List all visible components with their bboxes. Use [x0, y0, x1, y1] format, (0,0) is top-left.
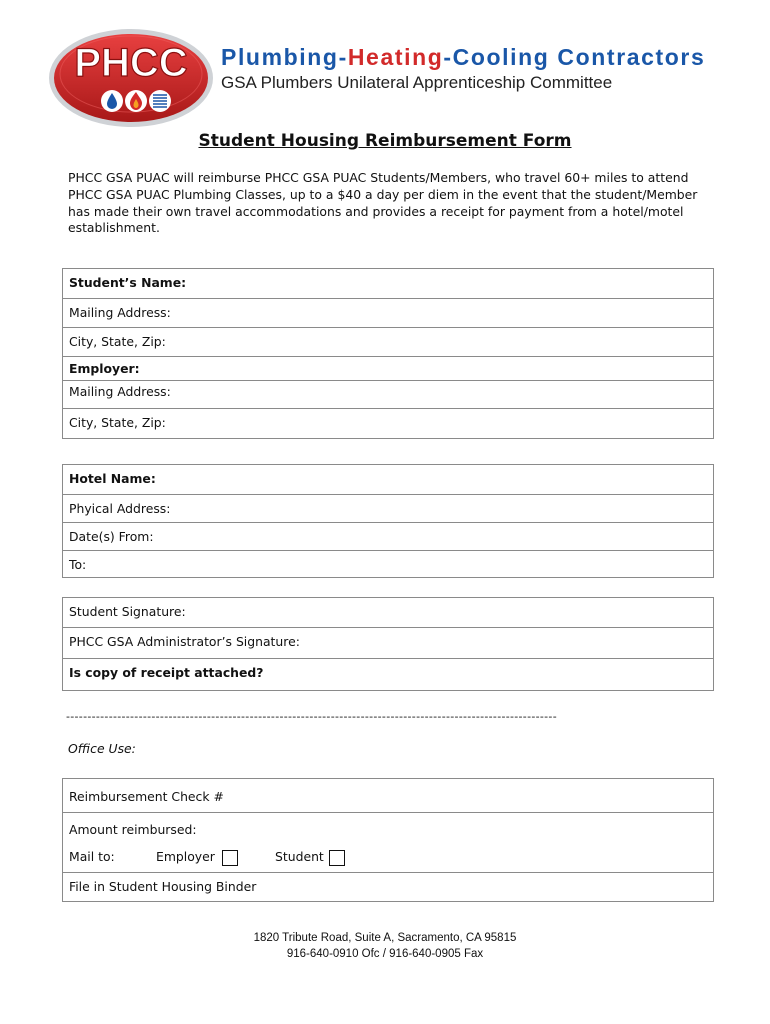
physical-address-label: Phyical Address: — [69, 501, 171, 516]
file-in-binder-label: File in Student Housing Binder — [69, 879, 257, 894]
student-signature-row[interactable] — [63, 598, 713, 628]
employer-label: Employer: — [69, 361, 140, 376]
student-city-state-zip-row[interactable] — [63, 328, 713, 357]
employer-option-label: Employer — [156, 849, 215, 864]
cut-line-divider: ------------------------------------------------------------------------------------------------------------------- — [66, 710, 557, 723]
admin-signature-row[interactable] — [63, 628, 713, 659]
dates-to-row[interactable] — [63, 551, 713, 577]
dates-to-label: To: — [69, 557, 87, 572]
org-name — [221, 44, 705, 71]
hotel-name-label: Hotel Name: — [69, 471, 156, 486]
employer-row[interactable] — [63, 357, 713, 381]
hotel-info-box — [62, 464, 714, 578]
cooling-coil-icon — [149, 90, 171, 112]
amount-reimbursed-row[interactable] — [63, 813, 713, 845]
phcc-logo — [46, 26, 216, 130]
amount-reimbursed-label: Amount reimbursed: — [69, 822, 197, 837]
check-number-row[interactable] — [63, 779, 713, 813]
signature-box — [62, 597, 714, 691]
org-name-cooling: -Cooling Contractors — [443, 44, 706, 70]
file-in-binder-row — [63, 873, 713, 901]
student-signature-label: Student Signature: — [69, 604, 186, 619]
svg-text:PHCC: PHCC — [74, 41, 188, 85]
office-use-heading: Office Use: — [68, 741, 136, 756]
students-name-row[interactable] — [63, 269, 713, 299]
footer-phones: 916-640-0910 Ofc / 916-640-0905 Fax — [286, 948, 484, 960]
office-use-box — [62, 778, 714, 902]
employer-mailing-address-label: Mailing Address: — [69, 384, 171, 399]
org-name-plumbing: Plumbing- — [221, 44, 348, 70]
dates-from-label: Date(s) From: — [69, 529, 154, 544]
org-name-heating: Heating — [347, 44, 444, 70]
student-info-box — [62, 268, 714, 439]
receipt-attached-label: Is copy of receipt attached? — [69, 665, 264, 680]
student-city-state-zip-label: City, State, Zip: — [69, 334, 166, 349]
receipt-attached-row[interactable] — [63, 659, 713, 690]
student-mailing-address-row[interactable] — [63, 299, 713, 328]
hotel-name-row[interactable] — [63, 465, 713, 495]
employer-mailing-address-row[interactable] — [63, 381, 713, 409]
employer-checkbox[interactable] — [222, 850, 238, 866]
check-number-label: Reimbursement Check # — [69, 789, 224, 804]
mail-to-row — [63, 845, 713, 873]
form-title: Student Housing Reimbursement Form — [198, 131, 572, 151]
student-checkbox[interactable] — [329, 850, 345, 866]
student-option-label: Student — [275, 849, 324, 864]
flame-icon — [125, 90, 147, 112]
mail-to-label: Mail to: — [69, 849, 115, 864]
student-mailing-address-label: Mailing Address: — [69, 305, 171, 320]
org-subtitle: GSA Plumbers Unilateral Apprenticeship Committee — [221, 73, 613, 92]
students-name-label: Student’s Name: — [69, 275, 187, 290]
water-drop-icon — [101, 90, 123, 112]
footer-address: 1820 Tribute Road, Suite A, Sacramento, CA 95815 — [253, 932, 517, 944]
employer-city-state-zip-label: City, State, Zip: — [69, 415, 166, 430]
intro-paragraph: PHCC GSA PUAC will reimburse PHCC GSA PUAC Students/Members, who travel 60+ miles to attend PHCC GSA PUAC Plumbing Classes, up to a $40 a day per diem in the event that the student/Member has made their own travel accommodations and provides a receipt for payment from a hotel/motel establishment. — [68, 170, 698, 236]
physical-address-row[interactable] — [63, 495, 713, 523]
admin-signature-label: PHCC GSA Administrator’s Signature: — [69, 634, 300, 649]
dates-from-row[interactable] — [63, 523, 713, 551]
employer-city-state-zip-row[interactable] — [63, 409, 713, 438]
